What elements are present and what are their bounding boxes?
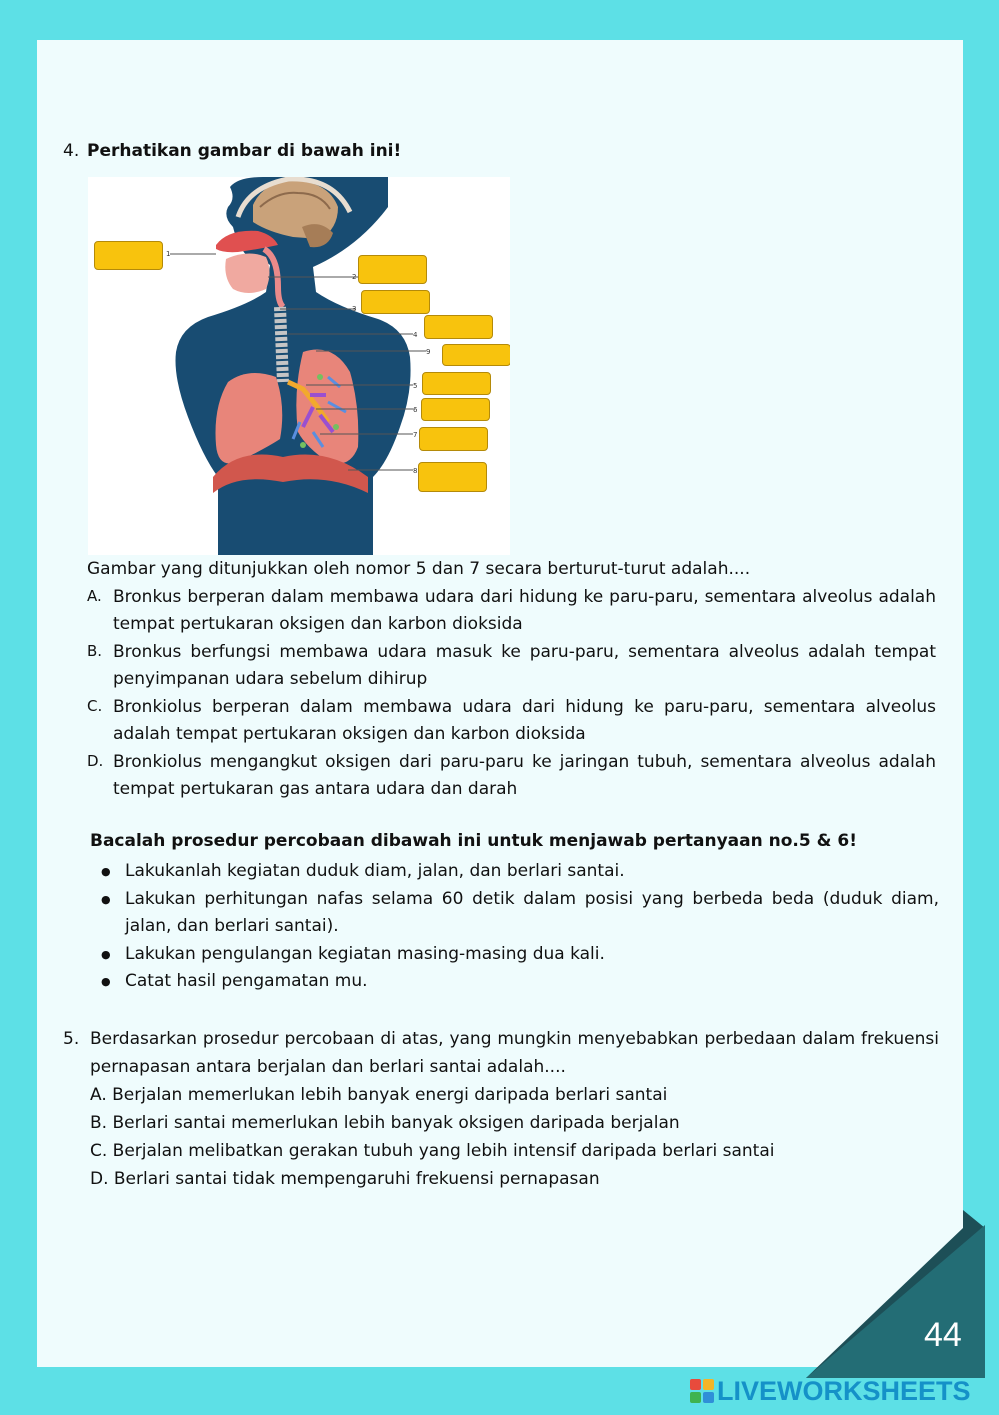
page-number: 44 (924, 1316, 962, 1354)
option-text: Bronkus berperan dalam membawa udara dari hidung ke paru-paru, sementara alveolus adalah tempat pertukaran oksigen dan karbon dioksida (113, 587, 936, 634)
procedure-step: ● Catat hasil pengamatan mu. (101, 968, 939, 996)
question-4-prompt: Gambar yang ditunjukkan oleh nomor 5 dan 7 secara berturut-turut adalah.... (87, 559, 751, 579)
option-letter: C. (87, 697, 103, 715)
liveworksheets-logo (689, 1376, 971, 1406)
option-letter: D. (87, 752, 104, 770)
label-7: 7 (413, 431, 418, 439)
question-5-prompt: Berdasarkan prosedur percobaan di atas, yang mungkin menyebabkan perbedaan dalam frekuensi pernapasan antara berjalan dan berlari santai adalah.... (90, 1029, 939, 1077)
label-9: 9 (426, 348, 431, 356)
label-6: 6 (413, 406, 418, 414)
option-letter: A. (87, 587, 102, 605)
question-5-number: 5. (63, 1029, 80, 1049)
label-2: 2 (352, 273, 357, 281)
question-4-number: 4. (63, 141, 80, 161)
procedure-step: ● Lakukanlah kegiatan duduk diam, jalan, dan berlari santai. (101, 858, 939, 886)
procedure-step: ● Lakukan perhitungan nafas selama 60 detik dalam posisi yang berbeda beda (duduk diam, jalan, dan berlari santai). (101, 886, 939, 941)
label-3: 3 (352, 305, 357, 313)
option-text: Bronkiolus mengangkut oksigen dari paru-paru ke jaringan tubuh, sementara alveolus adalah tempat pertukaran gas antara udara dan darah (113, 752, 936, 799)
option-d[interactable]: D. Berlari santai tidak mempengaruhi frekuensi pernapasan (90, 1169, 600, 1189)
question-4-title: Perhatikan gambar di bawah ini! (87, 141, 402, 161)
label-8: 8 (413, 467, 418, 475)
brand-name: LIVEWORKSHEETS (717, 1375, 971, 1406)
option-text: Bronkiolus berperan dalam membawa udara dari hidung ke paru-paru, sementara alveolus adalah tempat pertukaran oksigen dan karbon dioksida (113, 697, 936, 744)
label-5: 5 (413, 382, 418, 390)
liveworksheets-logo-icon (689, 1378, 715, 1404)
option-letter: B. (87, 642, 103, 660)
procedure-step: ● Lakukan pengulangan kegiatan masing-masing dua kali. (101, 941, 939, 969)
option-a[interactable]: A. Berjalan memerlukan lebih banyak energi daripada berlari santai (90, 1085, 668, 1105)
option-c[interactable]: C. Berjalan melibatkan gerakan tubuh yang lebih intensif daripada berlari santai (90, 1141, 775, 1161)
label-1: 1 (166, 250, 171, 258)
option-b[interactable]: B. Berlari santai memerlukan lebih banyak oksigen daripada berjalan (90, 1113, 680, 1133)
option-text: Bronkus berfungsi membawa udara masuk ke paru-paru, sementara alveolus adalah tempat penyimpanan udara sebelum dihirup (113, 642, 936, 689)
procedure-heading: Bacalah prosedur percobaan dibawah ini untuk menjawab pertanyaan no.5 & 6! (90, 831, 857, 851)
label-4: 4 (413, 331, 418, 339)
